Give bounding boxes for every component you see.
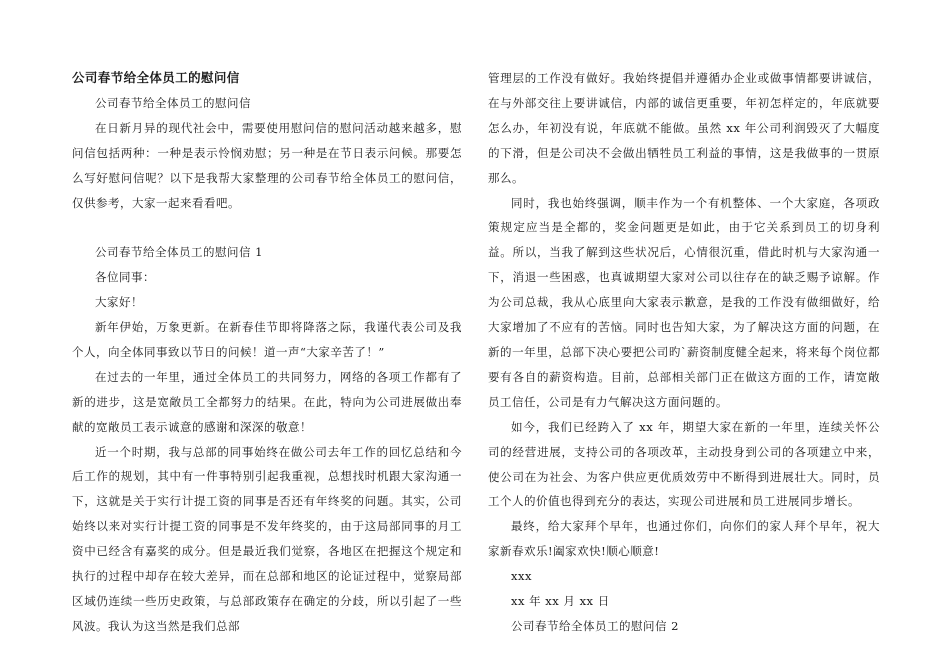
- right-column: [488, 66, 880, 639]
- signature-name: xxx: [511, 569, 532, 584]
- letter-heading: 公司春节给全体员工的慰问信 2: [511, 618, 679, 633]
- paragraph-continued: 管理层的工作没有做好。我始终提倡并遵循办企业或做事情都要讲诚信，在与外部交往上要讲诚信，内部的诚信更重要，年初怎样定的，年底就要怎么办，年初没有说，年底就不能做。虽然 xx 年公司利润毁灭了大幅度的下滑，但是公司决不会做出牺牲员工利益的事情，这是我做事的一贯原那么。: [488, 71, 880, 185]
- blank-line: [72, 215, 462, 240]
- paragraph: 在过去的一年里，通过全体员工的共同努力，网络的各项工作都有了新的进步，这是宽敞员工全都努力的结果。在此，特向为公司进展做出奉献的宽敞员工表示诚意的感谢和深深的敬意！: [72, 369, 462, 434]
- greeting: 大家好！: [95, 295, 143, 310]
- intro-paragraph: 在日新月异的现代社会中，需要使用慰问信的慰问活动越来越多，慰问信包括两种：一种是表示怜悯劝慰；另一种是在节日表示问候。那要怎么写好慰问信呢？以下是我帮大家整理的公司春节给全体员工的慰问信，仅供参考，大家一起来看看吧。: [72, 120, 462, 210]
- paragraph: 近一个时期，我与总部的同事始终在做公司去年工作的回忆总结和今后工作的规划，其中有一件事特别引起我重视，总想找时机跟大家沟通一下，这就是关于实行计提工资的同事是否还有年终奖的问题。其实，公司始终以来对实行计提工资的同事是不发年终奖的，由于这局部同事的月工资中已经含有嘉奖的成分。但是最近我们觉察，各地区在把握这个规定和执行的过程中却存在较大差异，而在总部和地区的论证过程中，觉察局部区域仍连续一些历史政策，与总部政策存在确定的分歧，所以引起了一些风波。我认为这当然是我们总部: [72, 444, 462, 633]
- paragraph: 如今，我们已经跨入了 xx 年，期望大家在新的一年里，连续关怀公司的经营进展，支持公司的各项改革，主动投身到公司的各项建立中来，使公司在为社会、为客户供应更优质效劳中不断得到进展壮大。同时，员工个人的价值也得到充分的表达，实现公司进展和员工进展同步增长。: [488, 419, 880, 509]
- document-title: 公司春节给全体员工的慰问信: [72, 70, 240, 85]
- paragraph: 新年伊始，万象更新。在新春佳节即将降落之际，我谨代表公司及我个人，向全体同事致以节日的问候！道一声“大家辛苦了！”: [72, 320, 462, 359]
- letter-heading: 公司春节给全体员工的慰问信 1: [95, 245, 263, 260]
- closing-paragraph: 最终，给大家拜个早年，也通过你们，向你们的家人拜个早年，祝大家新春欢乐!阖家欢快!顺心顺意!: [488, 519, 880, 559]
- subtitle: 公司春节给全体员工的慰问信: [95, 95, 251, 110]
- signature-date: xx 年 xx 月 xx 日: [511, 594, 610, 609]
- salutation: 各位同事：: [95, 270, 155, 285]
- paragraph: 同时，我也始终强调，顺丰作为一个有机整体、一个大家庭，各项政策规定应当是全都的，奖金问题更是如此，由于它关系到员工的切身利益。所以，当我了解到这些状况后，心情很沉重，借此时机与大家沟通一下，消退一些困惑，也真诚期望大家对公司以往存在的缺乏赐予谅解。作为公司总裁，我从心底里向大家表示歉意，是我的工作没有做细做好，给大家增加了不应有的苦恼。同时也告知大家，为了解决这方面的问题，在新的一年里，总部下决心要把公司旳`薪资制度健全起来，将来每个岗位都要有各自的薪资构造。目前，总部相关部门正在做这方面的工作，请宽敞员工信任，公司是有力气解决这方面问题的。: [488, 195, 880, 409]
- left-column: [72, 66, 462, 639]
